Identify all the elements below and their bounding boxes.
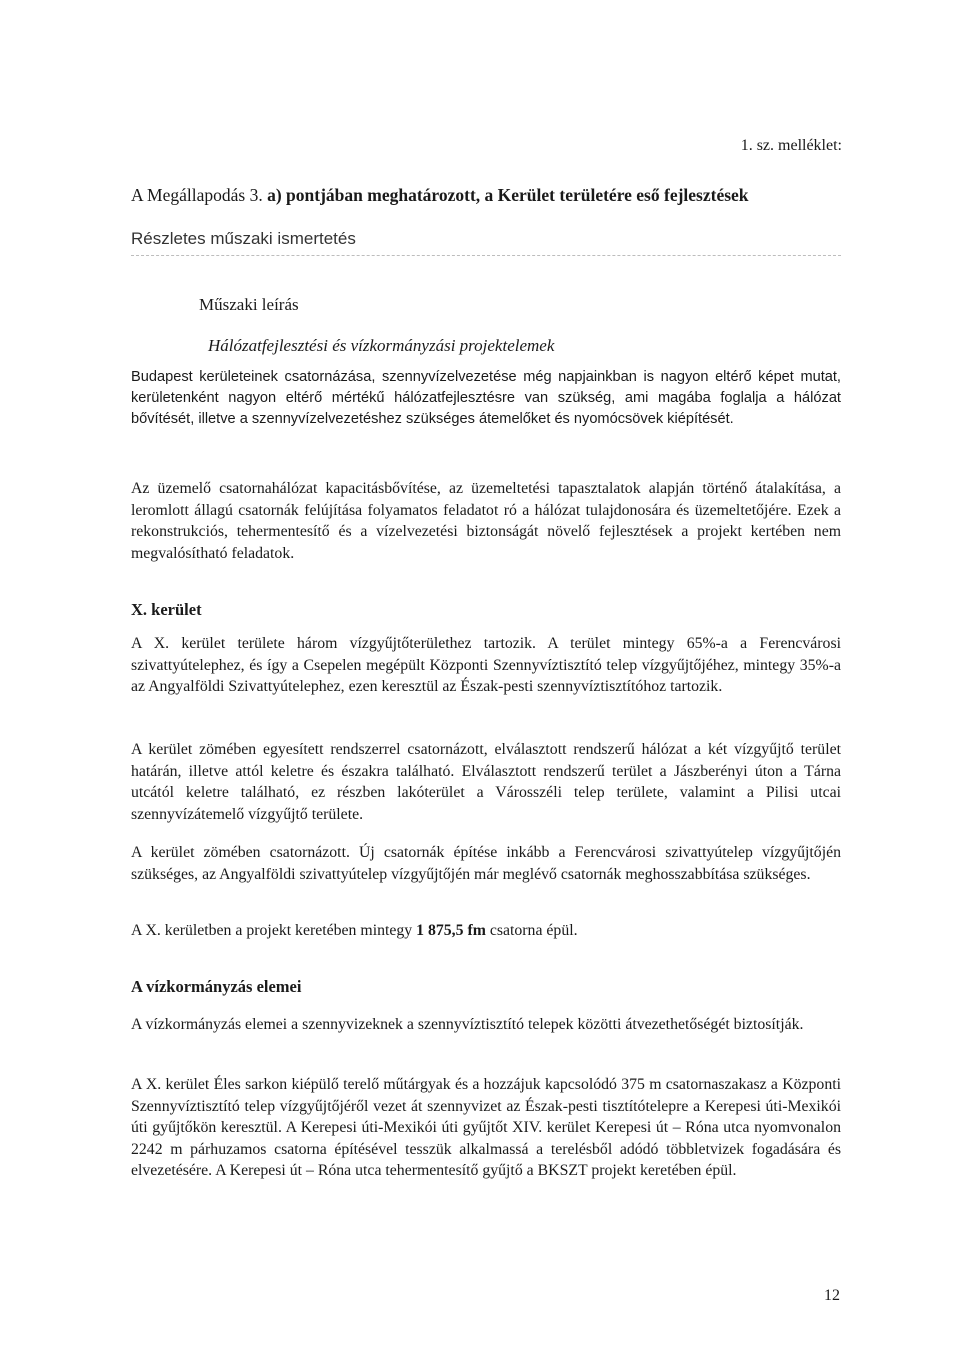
- title-prefix: A Megállapodás 3.: [131, 185, 263, 205]
- page-number: 12: [824, 1287, 840, 1304]
- document-subtitle: Részletes műszaki ismertetés: [131, 229, 356, 248]
- district-p4-pre: A X. kerületben a projekt keretében mintegy: [131, 922, 417, 939]
- district-paragraph-1: A X. kerület területe három vízgyűjtőterülethez tartozik. A terület mintegy 65%-a a Ferencvárosi szivattyútelephez, és így a Csepelen megépült Központi Szennyvíztisztító telep vízgyűjtőjéhez, mintegy 35%-a az Angyalföldi Szivattyútelephez, ezen keresztül az Észak-pesti szennyvíztisztítóhoz tartozik.: [131, 635, 841, 695]
- title-rest: a) pontjában meghatározott, a Kerület területére eső fejlesztések: [267, 185, 749, 205]
- technical-description-subheading: Hálózatfejlesztési és vízkormányzási projektelemek: [208, 336, 555, 355]
- intro-paragraph-2: Az üzemelő csatornahálózat kapacitásbővítése, az üzemeltetési tapasztalatok alapján történő átalakítása, a leromlott állagú csatornák felújítása folyamatos feladatot ró a hálózat tulajdonosára és üzemeltetőjére. Ezek a rekonstrukciós, tehermentesítő és a vízelvezetési biztonságát növelő fejlesztések a projekt kertében nem megvalósítható feladatok.: [131, 480, 841, 562]
- sewer-length-value: 1 875,5 fm: [416, 922, 486, 939]
- document-title: [131, 185, 749, 206]
- district-paragraph-4: [131, 920, 841, 942]
- district-p4-post: csatorna épül.: [485, 922, 578, 939]
- intro-paragraph-1: Budapest kerületeinek csatornázása, szennyvízelvezetése még napjainkban is nagyon eltérő képet mutat, kerületenként nagyon eltérő mértékű hálózatfejlesztésre van szükség, ami magába foglalja a hálózat bővítését, illetve a szennyvízelvezetéshez szükséges átemelőket és nyomócsövek kiépítését.: [131, 369, 841, 427]
- annex-label: 1. sz. melléklet:: [740, 137, 842, 154]
- water-management-heading: A vízkormányzás elemei: [131, 977, 302, 996]
- water-paragraph-1: A vízkormányzás elemei a szennyvizeknek a szennyvíztisztító telepek közötti átvezethetőségét biztosítják.: [131, 1016, 804, 1033]
- district-paragraph-2: A kerület zömében egyesített rendszerrel csatornázott, elválasztott rendszerű hálózat a két vízgyűjtő terület határán, illetve attól keletre és északra található. Elválasztott rendszerű terület a Jászberényi úton a Tárna utcától keletre található, ez részben lakóterület a Városszéli telep területe, valamint a Pilisi utcai szennyvízátemelő vízgyűjtő területe.: [131, 741, 841, 823]
- water-paragraph-2: A X. kerület Éles sarkon kiépülő terelő műtárgyak és a hozzájuk kapcsolódó 375 m csatornaszakasz a Központi Szennyvíztisztító telep vízgyűjtőjéről vezet át szennyvizet az Észak-pesti tisztítótelepre a Kerepesi úti-Mexikói úti gyűjtőkön keresztül. A Kerepesi úti-Mexikói úti gyűjtőt XIV. kerület Kerepesi út – Róna utca nyomvonalon 2242 m párhuzamos csatorna építésével tesszük alkalmassá a terelésből adódó többletvizek fogadására és elvezetésére. A Kerepesi út – Róna utca tehermentesítő gyűjtő a BKSZT projekt keretében épül.: [131, 1076, 841, 1179]
- divider-line: [131, 255, 841, 256]
- technical-description-heading: Műszaki leírás: [199, 295, 299, 314]
- district-paragraph-3: A kerület zömében csatornázott. Új csatornák építése inkább a Ferencvárosi szivattyútelep vízgyűjtőjén szükséges, az Angyalföldi szivattyútelep vízgyűjtőjén már meglévő csatornák meghosszabbítása szükséges.: [131, 844, 841, 883]
- district-heading: X. kerület: [131, 600, 202, 619]
